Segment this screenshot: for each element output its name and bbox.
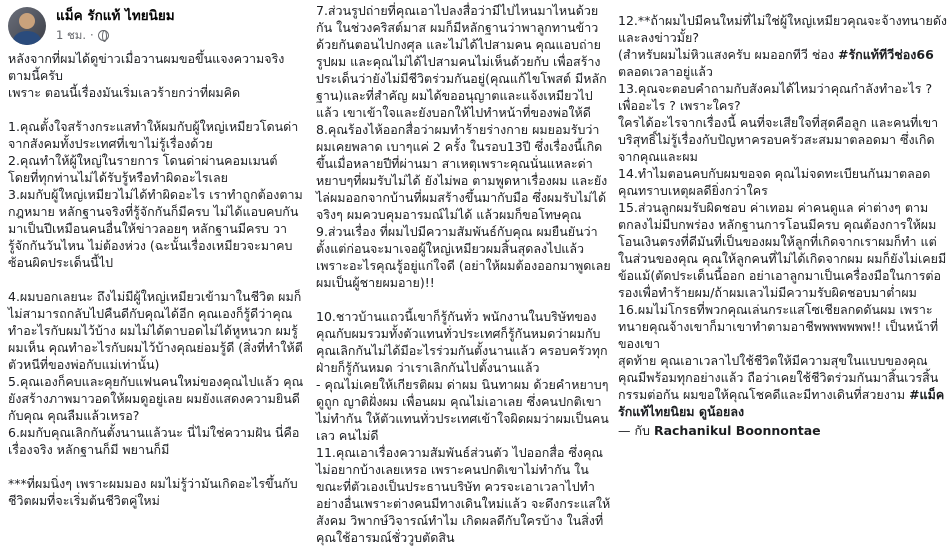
hashtag-link[interactable]: #รักแท้ทีวีช่อง66 — [837, 47, 934, 62]
tagged-with — [618, 422, 948, 439]
post-subline — [56, 27, 175, 44]
post-column-1 — [8, 0, 306, 509]
separator: · — [90, 28, 94, 42]
post-paragraph: 1.คุณตั้งใจสร้างกระแสทำให้ผมกับผู้ใหญ่เหมียวโดนด่าจากสังคมทั้งประเทศที่เขาไม่รู้เรื่องด้วย 2.คุณทำให้ผู้ใหญ่ในรายการ โดนด่าผ่านคอมเมนต์โดยที่ทุกท่านไม่ได้รับรู้หรือทำผิดอะไรเลย 3.ผมกับผู้ใหญ่เหมียวไม่ได้ทำผิดอะไร เราทำถูกต้องตามกฎหมาย หลักฐานจริงที่รู้จักกันก็มีครบ ไม่ได้แอบคบกันมาเป็นปีเหมือนคนอื่นให้ข่าวลอยๆ หลักฐานมีครบ วารู้จักกันวันไหน ไม่ต้องห่วง (ฉะนั้นเรื่องเหมียวจะมาคบซ้อนผิดประเด็นนี้ไป — [8, 119, 303, 270]
author-name[interactable]: แม็ค รักแท้ ไทยนิยม — [56, 8, 175, 24]
post-text: 12.**ถ้าผมไปมีคนใหม่ที่ไม่ใช่ผู้ใหญ่เหมียวคุณจะจ้างทนายดังและลงข่าวมั้ย? (สำหรับผมไม่หิวแสงครับ ผมออกทีวี ช่อง — [618, 13, 948, 62]
tagged-user-link[interactable]: Rachanikul Boonnontae — [653, 423, 821, 438]
avatar[interactable] — [8, 7, 46, 45]
post-time[interactable]: 1 ชม. — [56, 28, 87, 42]
post-paragraph: 10.ชาวบ้านแถวนี้เขาก็รู้กันทั่ว พนักงานในบริษัทของคุณกับผมรวมทั้งตัวแทนทั่วประเทศก็รู้กันหมดว่าผมกับคุณเลิกกันไม่ได้มีอะไรร่วมกันตั้งนานแล้ว ครอบครัวทุกฝ่ายก็รู้กันหมด ว่าเราเลิกกันไปตั้งนานแล้ว - คุณไม่เคยให้เกียรติผม ด่าผม นินทาผม ด้วยคำหยาบๆ ดูถูก ญาติฝั่งผม เพื่อนผม คุณไม่เอาเลย ซึ่งคนปกติเขาไม่ทำกัน ให้ตัวแทนทั่วประเทศเข้าใจผิดผมว่าผมเป็นคนเลว คนไม่ดี 11.คุณเอาเรื่องความสัมพันธ์ส่วนตัว ไปออกสื่อ ซึ่งคุณไม่อยากบ้างเลยเหรอ เพราะคนปกติเขาไม่ทำกัน ในขณะที่ตัวเองเป็นประธานบริษัท ควรจะเอาเวลาไปทำอย่างอื่นเพราะต่างคนมีทางเดินใหม่แล้ว จะดึงกระแสให้สังคม วิพากษ์วิจารณ์ทำไม เกิดผลดีกับใครบ้าง ในสิ่งที่คุณใช้อารมณ์ชั่ววูบตัดสิน — [316, 309, 611, 545]
with-prefix: — กับ — [618, 423, 654, 438]
post-paragraph: ***ที่ผมนิ่งๆ เพราะผมมอง ผมไม่รู้ว่ามันเกิดอะไรขึ้นกับชีวิตผมที่จะเริ่มต้นชีวิตคู่ใหม่ — [8, 476, 298, 508]
post-paragraph: หลังจากที่ผมได้ดูข่าวเมื่อวานผมขอขึ้นแจงความจริงตามนี้ครับ เพราะ ตอนนี้เรื่องมันเริ่มเลวร้ายกว่าที่ผมคิด — [8, 51, 285, 100]
post-column-3 — [618, 12, 948, 439]
post-column-2 — [316, 2, 612, 546]
post-paragraph: 7.ส่วนรูปถ่ายที่คุณเอาไปลงสื่อว่ามีไปไหนมาไหนด้วยกัน ในช่วงคริสต์มาส ผมก็มีหลักฐานว่าพาลูกทานข้าวด้วยกันตอนไปกงศุล และไม่ได้ไปสามคน คุณแอบถ่ายรูปผม และคุณไม่ได้ไปสามคนไม่เห็นด้วยกับ เพื่อสร้างประเด็นว่ายังไม่มีชีวิตร่วมกันอยู่(คุณแก้ไขโพสต์ มีหลักฐาน)และที่สำคัญ ผมได้ขออนุญาตและแจ้งเหมียวไปแล้ว เขาเข้าใจและยังบอกให้ไปทำหน้าที่ของพ่อให้ดี 8.คุณร้องไห้ออกสื่อว่าผมทำร้ายร่างกาย ผมยอมรับว่าผมเคยพลาด เบาๆแค่ 2 ครั้ง ในรอบ13ปี ซึ่งเรื่องนี้เกิดขึ้นเมื่อหลายปีที่ผ่านมา สาเหตุเพราะคุณนั่นแหละด่าหยาบๆที่ผมรับไม่ได้ ยังไม่พอ ตามพูดหาเรื่องผม และยังไล่ผมออกจากบ้านที่ผมสร้างขึ้นมากับมือ ซึ่งผมรับไม่ได้จริงๆ ผมควบคุมอารมณ์ไม่ได้ แล้วผมก็ขอโทษคุณ 9.ส่วนเรื่อง ที่ผมไปมีความสัมพันธ์กับคุณ ผมยืนยันว่าตั้งแต่ก่อนจะมาเจอผู้ใหญ่เหมียวผมสิ้นสุดลงไปแล้วเพราะอะไรคุณรู้อยู่แก่ใจดี (อย่าให้ผมต้องออกมาพูดเลย ผมเป็นผู้ชายผมอาย)!! — [316, 3, 611, 290]
post-meta — [56, 8, 175, 44]
post-paragraph: 4.ผมบอกเลยนะ ถึงไม่มีผู้ใหญ่เหมียวเข้ามาในชีวิต ผมก็ไม่สามารถกลับไปคืนดีกับคุณได้อีก คุณเองก็รู้ดีว่าคุณทำอะไรกับผมไว้บ้าง ผมไม่ได้ตาบอดไม่ได้หูหนวก ผมรู้ผมเห็น คุณทำอะไรกับผมไว้บ้างคุณย่อมรู้ดี (สิ่งที่ทำให้ตีตัวหนีที่ของพ่อกับแม่เท่านั้น) 5.คุณเองก็คบและคุยกับแฟนคนใหม่ของคุณไปแล้ว คุณยังสร้างภาพมาวอดให้ผมดูอยู่เลย ผมยังแสดงความยินดีกับคุณ คุณลืมแล้วเหรอ? 6.ผมกับคุณเลิกกันตั้งนานแล้วนะ นี่ไม่ใช่ความฝัน นี่คือเรื่องจริง หลักฐานก็มี พยานก็มี — [8, 289, 304, 457]
post-text: ตลอดเวลาอยู่แล้ว 13.คุณจะตอบคำถามกับสังคมได้ไหมว่าคุณกำลังทำอะไร ? เพื่ออะไร ? เพราะใคร? ใครได้อะไรจากเรื่องนี้ คนที่จะเสียใจที่สุดคือลูก และคนที่เขาบริสุทธิ์ไม่รู้เรื่องกับปัญหาครอบครัวสะสมมาตลอดมา ซึ่งเกิดจากคุณและผม 14.ทำไมตอนคบกับผมขอจด คุณไม่จดทะเบียนกันมาตลอด คุณทราบเหตุผลดียิ่งกว่าใคร 15.ส่วนลูกผมรับผิดชอบ ค่าเทอม ค่าคนดูแล ค่าต่างๆ ตามตกลงไม่มีบกพร่อง หลักฐานการโอนมีครบ คุณต้องการให้ผมโอนเงินตรงที่ดีมันที่เป็นของผมให้ลูกที่เกิดจากเราผมก็ทำ แต่ในส่วนของคุณ คุณให้ลูกคนที่ไม่ได้เกิดจากผม ผมก็ยังไม่เคยมีข้อแม้(ตัดประเด็นนี้ออก อย่าเอาลูกมาเป็นเครื่องมือในการต่อรองเพื่อทำร้ายผม/ถ้าผมเลวไม่มีความรับผิดชอบมาต่ำผม 16.ผมไม่โกรธที่พวกคุณเล่นกระแสโซเชียลกดดันผม เพราะทนายคุณจ้างเขาก็มาเขาทำตามอาชีพพพพพพพ!! เป็นหน้าที่ของเขา สุดท้าย คุณเอาเวลาไปใช้ชีวิตให้มีความสุขในแบบของคุณ คุณมีพร้อมทุกอย่างแล้ว ถือว่าเคยใช้ชีวิตร่วมกันมาสิ้นเวรสิ้นกรรมต่อกัน ผมขอให้คุณโชคดีและมีทางเดินที่สวยงาม — [618, 64, 947, 402]
globe-icon[interactable] — [98, 30, 109, 41]
post-header — [8, 2, 306, 50]
post-paragraph — [618, 12, 948, 420]
hashtag-see-less-link[interactable]: #แม็ครักแท้ไทยนิยม ดูน้อยลง — [618, 387, 945, 419]
